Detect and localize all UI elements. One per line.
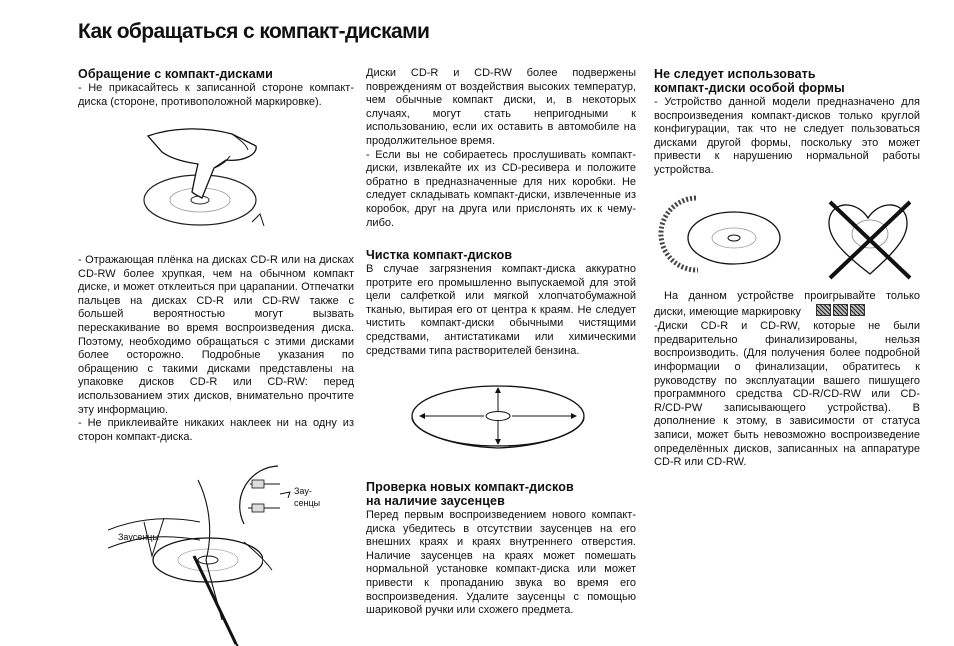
- storage-paragraph: - Если вы не собираетесь прослушивать компакт-диски, извлекайте их из CD-ресивера и положите обратно в предназначенные для них коробки. Не следует складывать компакт-диски, извлеченные из коробок, друг на друга или прислонять их к чему-либо.: [366, 148, 636, 229]
- burr-check-heading: Проверка новых компакт-дисков на наличие заусенцев: [366, 480, 574, 508]
- heat-and-storage-section: [366, 67, 636, 230]
- cleaning-text: В случае загрязнения компакт-диска аккуратно протрите его промышленно выпускаемой для этой цели салфеткой или мягкой хлопчатобумажной тканью, вытирая его от центра к краям. Не следует чистить компакт-диски обычными чистящими средствами, антистатиками или химическими средствами типа растворителей бензина.: [366, 263, 636, 357]
- cleaning-direction-illustration: [410, 380, 586, 460]
- cd-r-logo-icon: [833, 304, 848, 316]
- marking-section: [654, 290, 920, 470]
- disc-shapes-illustration: [654, 192, 918, 284]
- burr-label-right-1: Зау-: [294, 486, 312, 496]
- cd-rw-logo-icon: [850, 304, 865, 316]
- cleaning-heading: Чистка компакт-дисков: [366, 248, 513, 262]
- heat-paragraph: Диски CD-R и CD-RW более подвержены повреждениям от воздействия высоких температур, чем обычные компакт диски, и, в некоторых случаях, могут стать непригодными к использованию, если их оставить в автомобиле на продолжительное время.: [366, 67, 636, 147]
- compact-disc-logo-marks: [804, 304, 865, 321]
- handling-paragraph-2: - Отражающая плёнка на дисках CD-R или на дисках CD-RW более хрупкая, чем на обычном компакт диске, и может отклеиться при царапании. Отпечатки пальцев на дисках CD-R или CD-RW также с большей вероятностью могут вызвать перескакивание во время воспроизведения диска. Поэтому, необходимо обращаться с этими дисками более осторожно. Подробные указания по обращению с такими дисками представлены на упаковке дисков CD-R или CD-RW: перед использованием этих дисков, внимательно прочтите эту информацию.: [78, 254, 354, 416]
- burr-label-right-2: сенцы: [294, 498, 321, 508]
- finalize-text: -Диски CD-R и CD-RW, которые не были предварительно финализированы, нельзя воспроизводить. (Для получения более подробной информации о финализации, обратитесь к руководству по эксплуатации вашего пишущего программного средства CD-R/CD-RW или CD-R/CD-PW записывающего устройства). В дополнение к этому, в зависимости от статуса записи, может быть невозможно воспроизведение определённых дисков, записанных на аппаратуре CD-R или CD-RW.: [654, 320, 920, 469]
- page-title: Как обращаться с компакт-дисками: [78, 20, 430, 43]
- special-shape-text: - Устройство данной модели предназначено для воспроизведения компакт-дисков только круглой конфигурации, так что не следует пользоваться дисками другой формы, поскольку это может привести к нарушению нормальной работы устройства.: [654, 96, 920, 176]
- burr-check-section: [366, 480, 636, 618]
- burr-label-left: Заусенцы: [118, 532, 159, 542]
- handling-continued: [78, 254, 354, 444]
- special-shape-section: [654, 67, 920, 178]
- hand-holding-disc-illustration: [140, 122, 270, 230]
- special-shape-heading: Не следует использовать компакт-диски особой формы: [654, 67, 845, 95]
- cleaning-section: [366, 248, 636, 358]
- handling-section: [78, 67, 354, 109]
- burr-detail-inset: [236, 462, 320, 572]
- handling-paragraph-1: - Не прикасайтесь к записанной стороне компакт-диска (стороне, противоположной маркировке).: [78, 82, 354, 108]
- handling-paragraph-3: - Не приклеивайте никаких наклеек ни на одну из сторон компакт-диска.: [78, 417, 354, 443]
- cd-da-logo-icon: [816, 304, 831, 316]
- burr-check-text: Перед первым воспроизведением нового компакт-диска убедитесь в отсутствии заусенцев на его внешних краях и краях внутреннего отверстия. Наличие заусенцев на краях может помешать нормальной установке компакт-диска или может привести к пропаданию звука во время его воспроизведения. Удалите заусенцы с помощью шариковой ручки или схожего предмета.: [366, 509, 636, 617]
- handling-heading: Обращение с компакт-дисками: [78, 67, 273, 81]
- marking-text: На данном устройстве проигрывайте только диски, имеющие маркировку: [654, 290, 920, 320]
